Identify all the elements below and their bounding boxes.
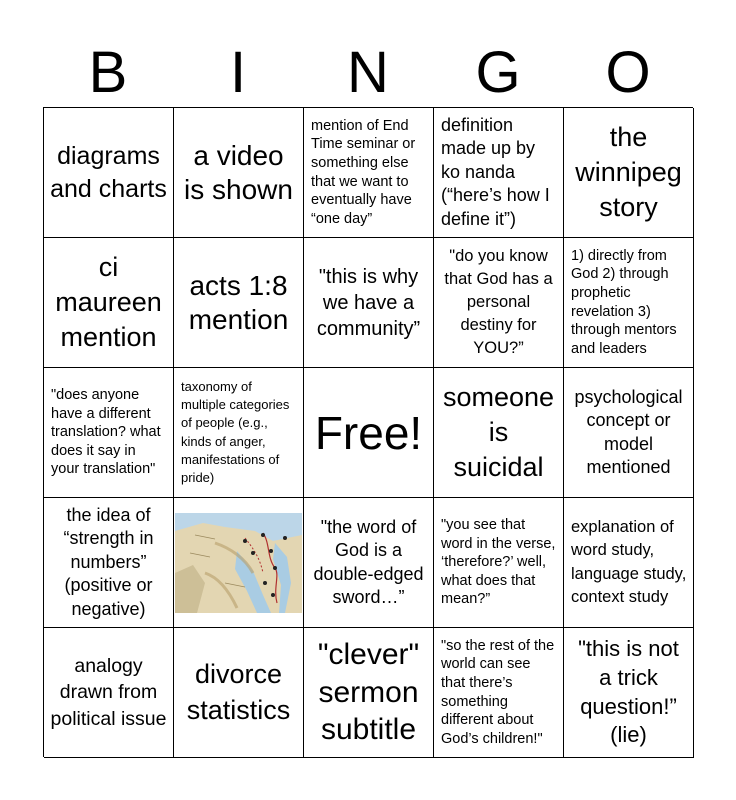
bingo-cell[interactable]: "does anyone have a different translation? what does it say in your translation" [44, 368, 174, 498]
bingo-cell[interactable]: a video is shown [174, 108, 304, 238]
bingo-cell[interactable]: "do you know that God has a personal destiny for YOU?” [434, 238, 564, 368]
bingo-cell[interactable]: "you see that word in the verse, ‘therefore?’ well, what does that mean?” [434, 498, 564, 628]
header-letter-i: I [229, 40, 247, 105]
header-letter-g: G [475, 40, 521, 105]
bingo-cell[interactable]: "this is not a trick question!” (lie) [564, 628, 694, 758]
header-letter-o: O [605, 40, 651, 105]
bingo-cell[interactable]: divorce statistics [174, 628, 304, 758]
map-image [174, 498, 303, 627]
bingo-cell[interactable]: 1) directly from God 2) through prophetic revelation 3) through mentors and leaders [564, 238, 694, 368]
bingo-cell[interactable]: someone is suicidal [434, 368, 564, 498]
bingo-cell[interactable]: mention of End Time seminar or something else that we want to eventually have “one day” [304, 108, 434, 238]
bingo-cell[interactable]: taxonomy of multiple categories of people (e.g., kinds of anger, manifestations of pride) [174, 368, 304, 498]
header-letter-b: B [88, 40, 128, 105]
bingo-grid [43, 107, 693, 757]
header-letter-n: N [347, 40, 389, 105]
bingo-cell[interactable]: acts 1:8 mention [174, 238, 304, 368]
bingo-cell[interactable]: diagrams and charts [44, 108, 174, 238]
free-space[interactable]: Free! [304, 368, 434, 498]
bingo-header [43, 40, 693, 106]
bingo-cell[interactable]: explanation of word study, language study, context study [564, 498, 694, 628]
bingo-cell[interactable]: the idea of “strength in numbers” (positive or negative) [44, 498, 174, 628]
bingo-cell[interactable]: ci maureen mention [44, 238, 174, 368]
bingo-cell[interactable]: "clever" sermon subtitle [304, 628, 434, 758]
bingo-cell[interactable]: definition made up by ko nanda (“here’s how I define it”) [434, 108, 564, 238]
bingo-cell[interactable]: "the word of God is a double-edged sword…” [304, 498, 434, 628]
bingo-cell[interactable]: psychological concept or model mentioned [564, 368, 694, 498]
bingo-cell[interactable]: "this is why we have a community” [304, 238, 434, 368]
bingo-cell[interactable]: "so the rest of the world can see that there’s something different about God’s children!" [434, 628, 564, 758]
bingo-cell[interactable]: analogy drawn from political issue [44, 628, 174, 758]
bingo-cell[interactable]: the winnipeg story [564, 108, 694, 238]
map-image-cell[interactable] [174, 498, 304, 628]
